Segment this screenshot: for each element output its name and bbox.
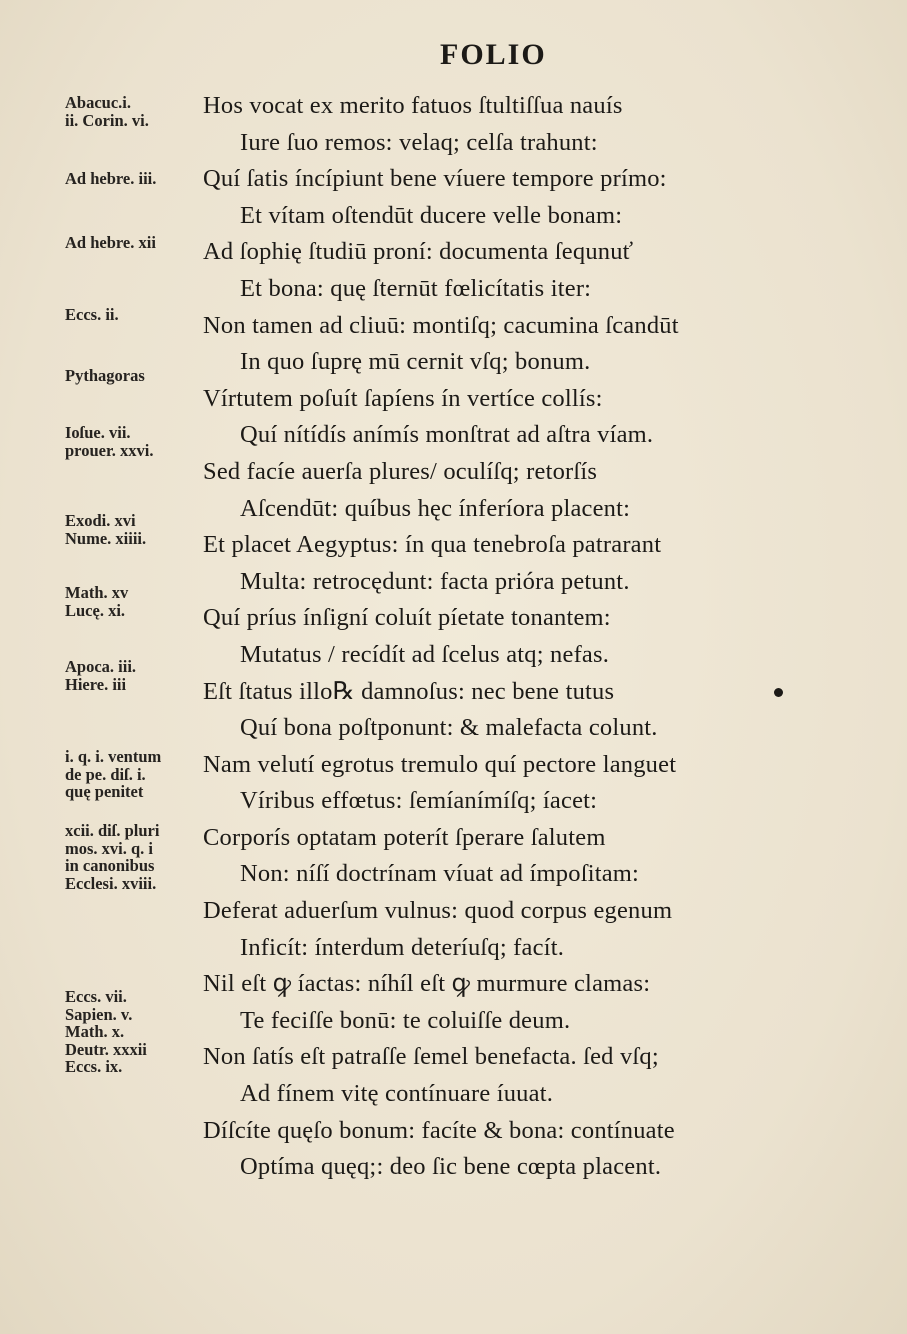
verse-text: Iure ſuo remos: velaq; celſa trahunt: xyxy=(240,128,598,156)
verse-text: Nil eſt ꝙ íactas: níhíl eſt ꝙ murmure clamas: xyxy=(203,970,651,998)
margin-note: Sapien. v. xyxy=(65,1004,133,1024)
verse-text: Sed facíe auerſa plures/ oculíſq; retorſís xyxy=(203,457,598,485)
verse-line xyxy=(0,381,907,418)
verse-line xyxy=(0,125,907,162)
margin-note: Ioſue. vii. xyxy=(65,423,131,442)
verse-text: Te feciſſe bonū: te coluiſſe deum. xyxy=(240,1006,571,1034)
margin-note: Eccs. vii. xyxy=(65,987,127,1006)
verse-line xyxy=(0,1076,907,1113)
margin-note: quę penitet xyxy=(65,782,144,801)
verse-line xyxy=(0,1113,907,1150)
verse-text: Quí príus ínſigní coluít píetate tonantem: xyxy=(203,604,611,632)
verse-line xyxy=(0,893,907,930)
margin-note-group xyxy=(65,170,205,188)
margin-note-group xyxy=(65,234,205,252)
verse-text: Optíma quęq;: deo ſic bene cœpta placent. xyxy=(240,1153,662,1181)
margin-note: Abacuc.i. xyxy=(65,93,131,112)
verse-text: Nam velutí egrotus tremulo quí pectore languet xyxy=(203,750,677,778)
margin-note: mos. xvi. q. i xyxy=(65,838,154,858)
ink-dot xyxy=(774,688,783,697)
margin-note-group xyxy=(65,367,205,385)
margin-note: Lucę. xi. xyxy=(65,600,126,620)
verse-text: Quí nítídís anímís monſtrat ad aſtra víam. xyxy=(240,421,654,449)
margin-note: Apoca. iii. xyxy=(65,657,137,676)
margin-note: Exodi. xvi xyxy=(65,511,136,530)
margin-note: Math. xv xyxy=(65,583,129,602)
margin-note-group xyxy=(65,988,205,1076)
verse-text: Non ſatís eſt patraſſe ſemel benefacta. ſed vſq; xyxy=(203,1043,659,1071)
margin-note: in canonibus xyxy=(65,856,155,875)
margin-note-group xyxy=(65,658,205,693)
verse-text: Hos vocat ex merito fatuos ſtultiſſua nauís xyxy=(203,92,623,119)
verse-text: Et placet Aegyptus: ín qua tenebroſa patrarant xyxy=(203,531,662,559)
margin-note: i. q. i. ventum xyxy=(65,747,162,766)
verse-text: In quo ſuprę mū cernit vſq; bonum. xyxy=(240,348,591,376)
verse-line xyxy=(0,930,907,967)
margin-note: Hiere. iii xyxy=(65,674,127,694)
margin-note-group xyxy=(65,748,205,801)
verse-line xyxy=(0,710,907,747)
margin-note: Pythagoras xyxy=(65,366,145,385)
verse-text: Víribus effœtus: ſemíanímíſq; íacet: xyxy=(240,787,598,815)
verse-text: Quí ſatis íncípiunt bene víuere tempore prímo: xyxy=(203,165,667,193)
verse-text: Quí bona poſtponunt: & malefacta colunt. xyxy=(240,714,658,742)
verse-text: Et vítam oſtendūt ducere velle bonam: xyxy=(240,201,623,229)
margin-note-group xyxy=(65,424,205,459)
margin-note: de pe. diſ. i. xyxy=(65,764,146,784)
folio-header: FOLIO xyxy=(440,38,547,71)
verse-line xyxy=(0,198,907,235)
margin-note: Deutr. xxxii xyxy=(65,1039,147,1059)
verse-text: Non: níſí doctrínam víuat ad ímpoſitam: xyxy=(240,860,640,888)
margin-note: prouer. xxvi. xyxy=(65,440,154,460)
verse-text: Non tamen ad cliuū: montiſq; cacumina ſcandūt xyxy=(203,311,679,339)
verse-text: Multa: retrocędunt: facta prióra petunt. xyxy=(240,567,630,595)
verse-text: Mutatus / recídít ad ſcelus atq; nefas. xyxy=(240,640,610,668)
verse-text: Inficít: ínterdum deteríuſq; facít. xyxy=(240,933,565,961)
margin-note: Ad hebre. xii xyxy=(65,233,156,252)
margin-note: Ecclesi. xviii. xyxy=(65,873,157,893)
margin-note-group xyxy=(65,94,205,129)
margin-note: Ad hebre. iii. xyxy=(65,169,157,188)
margin-note: ii. Corin. vi. xyxy=(65,110,149,130)
margin-note-group xyxy=(65,512,205,547)
verse-line xyxy=(0,1149,907,1186)
margin-note-group xyxy=(65,306,205,324)
verse-text: Et bona: quę ſternūt fœlicítatis iter: xyxy=(240,274,592,302)
margin-note: Eccs. ii. xyxy=(65,305,119,324)
margin-note: Math. x. xyxy=(65,1022,125,1041)
verse-text: Ad ſophię ſtudiū proní: documenta ſequnuť xyxy=(203,238,634,266)
verse-text: Corporís optatam poterít ſperare ſalutem xyxy=(203,823,606,851)
verse-text: Ad fínem vitę contínuare íuuat. xyxy=(240,1080,554,1108)
verse-text: Vírtutem poſuít ſapíens ín vertíce collís: xyxy=(203,384,603,412)
verse-text: Díſcíte quęſo bonum: facíte & bona: contínuate xyxy=(203,1116,675,1144)
margin-note: Eccs. ix. xyxy=(65,1057,123,1076)
verse-text: Aſcendūt: quíbus hęc ínferíora placent: xyxy=(240,494,631,522)
margin-note: xcii. diſ. pluri xyxy=(65,821,160,840)
margin-note: Nume. xiiii. xyxy=(65,528,147,548)
verse-text: Eſt ſtatus illo℞ damnoſus: nec bene tutus xyxy=(203,677,615,705)
margin-note-group xyxy=(65,584,205,619)
margin-note-group xyxy=(65,822,205,892)
verse-text: Deferat aduerſum vulnus: quod corpus egenum xyxy=(203,897,673,925)
verse-line xyxy=(0,271,907,308)
